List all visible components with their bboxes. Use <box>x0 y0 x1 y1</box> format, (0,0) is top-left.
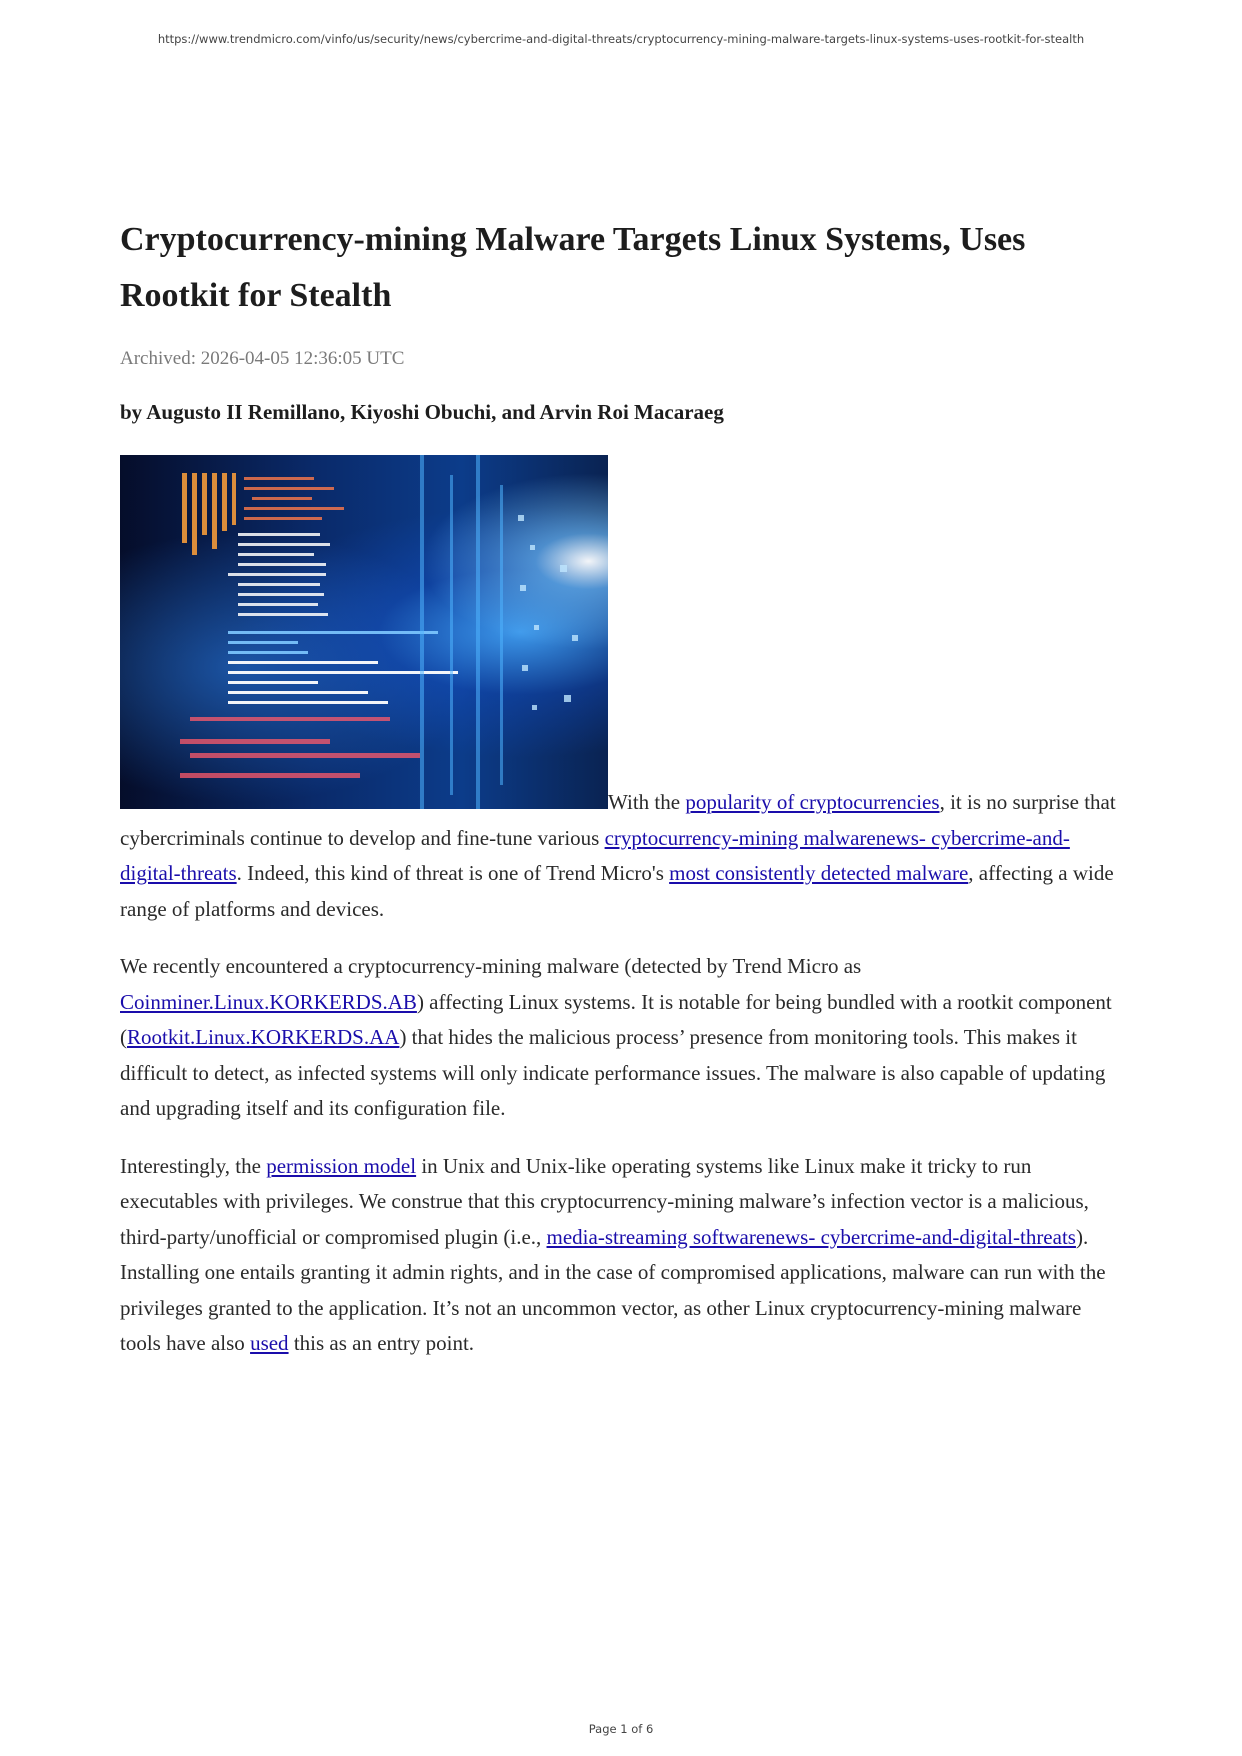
paragraph-text: . Indeed, this kind of threat is one of Trend Micro's <box>236 861 670 885</box>
paragraph-1 <box>120 455 1120 927</box>
page-number: Page 1 of 6 <box>588 1722 654 1736</box>
page-url: https://www.trendmicro.com/vinfo/us/security/news/cybercrime-and-digital-threats/cryptocurrency-mining-malware-targets-linux-systems-uses-rootkit-for-stealth <box>157 32 1085 46</box>
article-title: Cryptocurrency-mining Malware Targets Linux Systems, Uses Rootkit for Stealth <box>120 221 1026 314</box>
paragraph-text: in Unix and Unix-like operating systems like Linux make it tricky to run executables with privileges. We construe that this cryptocurrency-mining malware’s infection vector is a malicious, third-party/unofficial or compromised plugin (i.e., <box>120 1153 1089 1249</box>
paragraph-text: With the <box>608 790 686 814</box>
paragraph-text: , it is no surprise that cybercriminals continue to develop and fine-tune various <box>120 790 1116 850</box>
inline-link[interactable]: Coinminer.Linux.KORKERDS.AB <box>120 989 417 1014</box>
paragraph-text: , affecting a wide range of platforms and devices. <box>120 861 1114 921</box>
article-container <box>120 212 1120 1384</box>
inline-link[interactable]: cryptocurrency-mining malwarenews- cybercrime-and-digital-threats <box>120 825 1070 885</box>
inline-link[interactable]: permission model <box>266 1153 417 1178</box>
paragraph-text: this as an entry point. <box>288 1331 475 1355</box>
article-body <box>120 455 1120 1362</box>
paragraph-text: ) affecting Linux systems. It is notable for being bundled with a rootkit component ( <box>120 989 1112 1049</box>
paragraph-text: ). Installing one entails granting it admin rights, and in the case of compromised applications, malware can run with the privileges granted to the application. It’s not an uncommon vector, as other Linux cryptocurrency-mining malware tools have also <box>120 1224 1106 1355</box>
inline-link[interactable]: used <box>250 1331 289 1355</box>
article-byline: by Augusto II Remillano, Kiyoshi Obuchi, and Arvin Roi Macaraeg <box>120 400 724 424</box>
inline-link[interactable]: most consistently detected malware <box>669 861 969 885</box>
inline-link[interactable]: popularity of cryptocurrencies <box>685 790 940 814</box>
paragraph-text: ) that hides the malicious process’ presence from monitoring tools. This makes it difficult to detect, as infected systems will only indicate performance issues. The malware is also capable of updating and upgrading itself and its configuration file. <box>120 1025 1106 1120</box>
inline-link[interactable]: Rootkit.Linux.KORKERDS.AA <box>127 1025 400 1049</box>
paragraph-1-text <box>120 790 1116 921</box>
archived-timestamp: Archived: 2026-04-05 12:36:05 UTC <box>120 348 405 369</box>
paragraph-2 <box>120 949 1120 1127</box>
server-code-image <box>120 455 608 809</box>
paragraph-text: Interestingly, the <box>120 1153 267 1178</box>
paragraph-text: We recently encountered a cryptocurrency-mining malware (detected by Trend Micro as <box>120 954 862 978</box>
inline-link[interactable]: media-streaming softwarenews- cybercrime-and-digital-threats <box>546 1224 1076 1249</box>
paragraph-3 <box>120 1149 1120 1362</box>
